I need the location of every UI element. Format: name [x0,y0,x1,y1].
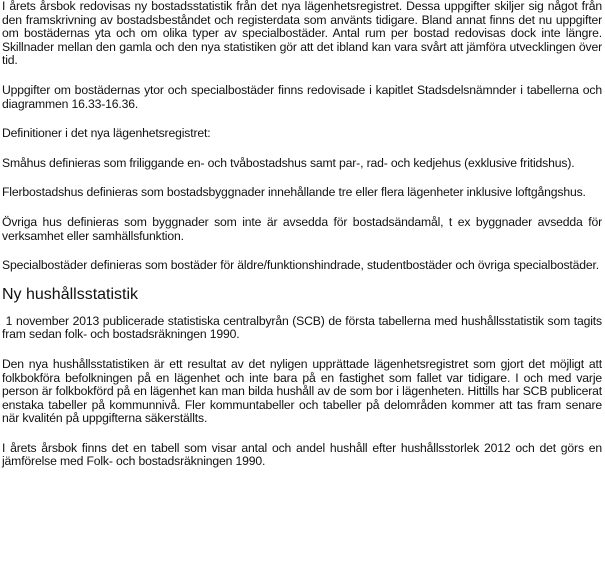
paragraph-new-housing-statistics: I årets årsbok redovisas ny bostadsstatistik från det nya lägenhetsregistret. Dessa uppgifter skiljer sig något från den framskrivning av bostadsbeståndet och registerdata som använts tidigare. Bland annat finns det nu uppgifter om bostädernas yta och om olika typer av specialbostäder. Antal rum per bostad redovisas dock inte längre. Skillnader mellan den gamla och den nya statistiken gör att det ibland kan vara svårt att jämföra utvecklingen över tid. [2,0,602,68]
document-page [2,0,605,485]
section-heading-household-statistics: Ny hushållsstatistik [2,285,139,303]
paragraph-definition-apartment-buildings: Flerbostadshus definieras som bostadsbyggnader innehållande tre eller flera lägenheter inklusive loftgångshus. [2,185,586,200]
paragraph-household-statistics-result: Den nya hushållsstatistiken är ett resultat av det nyligen upprättade lägenhetsregistret som gjort det möjligt att folkbokföra befolkningen på en lägenhet och inte bara på en fastighet som fallet var tidigare. I och med varje person är folkbokförd på en lägenhet kan man bilda hushåll av de som bor i lägenheten. Hittills har SCB publicerat enstaka tabeller på kommunnivå. Fler kommuntabeller och tabeller på delområden kommer att tas fram senare när kvalitén på uppgifterna säkerställts. [2,356,602,426]
paragraph-yearbook-table: I årets årsbok finns det en tabell som visar antal och andel hushåll efter hushållsstorlek 2012 och det görs en jämförelse med Folk- och bostadsräkningen 1990. [2,440,602,469]
paragraph-definition-special-housing: Specialbostäder definieras som bostäder för äldre/funktionshindrade, studentbostäder och övriga specialbostäder. [2,258,600,273]
paragraph-definition-smallhouses: Småhus definieras som friliggande en- och tvåbostadshus samt par-, rad- och kedjehus (exklusive fritidshus). [2,155,575,170]
paragraph-scb-publication: 1 november 2013 publicerade statistiska centralbyrån (SCB) de första tabellerna med hushållsstatistik som tagits fram sedan folk- och bostadsräkningen 1990. [2,313,605,342]
paragraph-definition-other-buildings: Övriga hus definieras som byggnader som inte är avsedda för bostadsändamål, t ex byggnader avsedda för verksamhet eller samhällsfunktion. [2,214,602,243]
paragraph-area-and-special-housing: Uppgifter om bostädernas ytor och specialbostäder finns redovisade i kapitlet Stadsdelsnämnder i tabellerna och diagrammen 16.33-16.36. [2,82,602,111]
paragraph-definitions-intro: Definitioner i det nya lägenhetsregistret: [2,126,211,141]
